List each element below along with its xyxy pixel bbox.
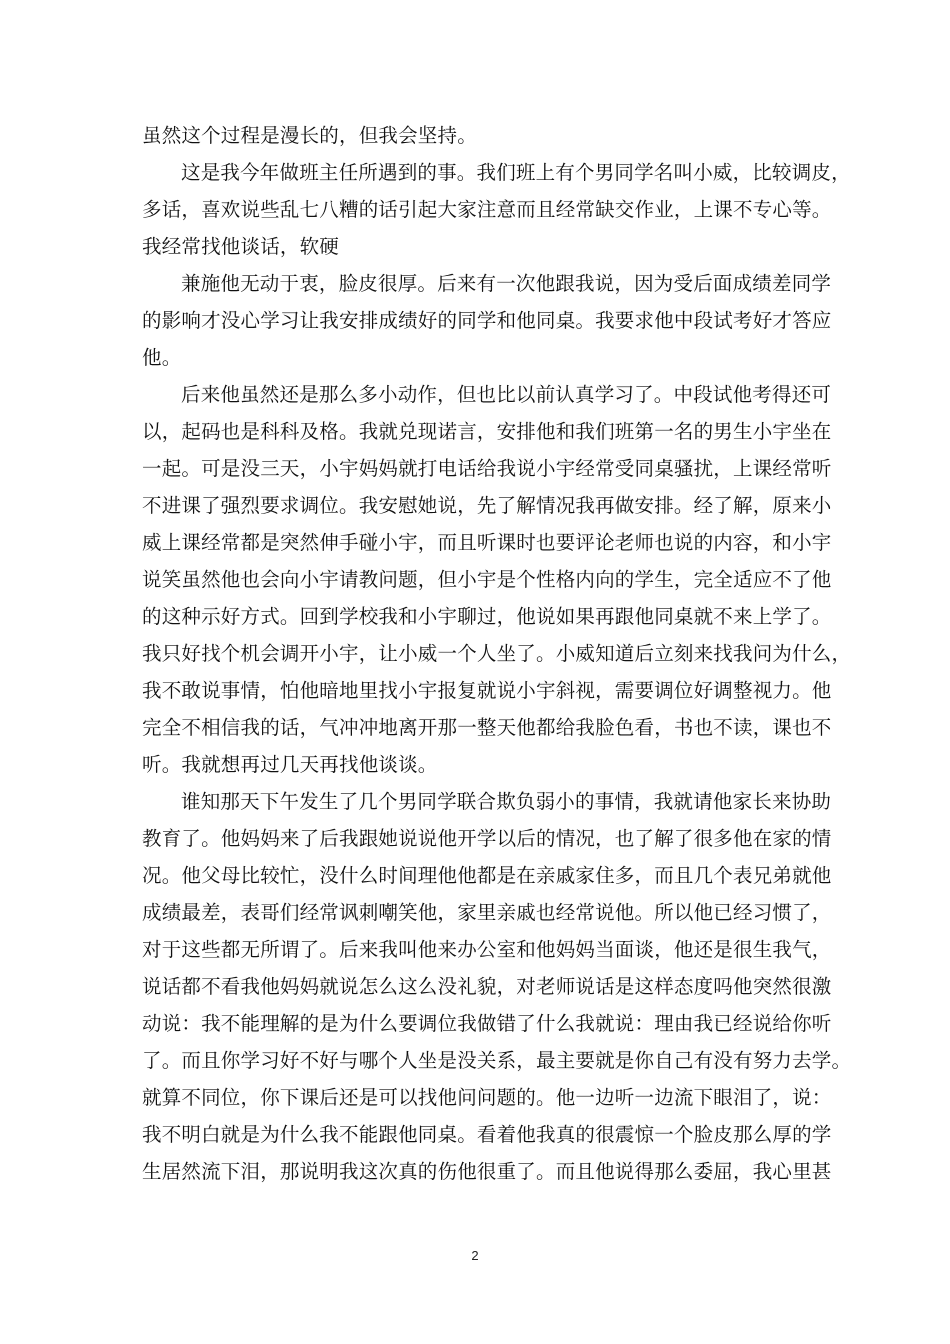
text-line: 以，起码也是科科及格。我就兑现诺言，安排他和我们班第一名的男生小宇坐在 [142, 420, 832, 443]
text-line: 威上课经常都是突然伸手碰小宇，而且听课时也要评论老师也说的内容，和小宇 [142, 531, 832, 554]
page-number: 2 [471, 1248, 479, 1263]
text-line: 的影响才没心学习让我安排成绩好的同学和他同桌。我要求他中段试考好才答应 [142, 309, 832, 332]
text-line: 生居然流下泪，那说明我这次真的伤他很重了。而且他说得那么委屈，我心里甚 [142, 1160, 832, 1183]
text-line: 说笑虽然他也会向小宇请教问题，但小宇是个性格内向的学生，完全适应不了他 [142, 568, 832, 591]
paragraph [142, 376, 852, 783]
text-line: 后来他虽然还是那么多小动作，但也比以前认真学习了。中段试他考得还可 [181, 383, 832, 406]
text-line: 就算不同位，你下课后还是可以找他问问题的。他一边听一边流下眼泪了，说： [142, 1086, 832, 1109]
text-line: 听。我就想再过几天再找他谈谈。 [142, 753, 438, 776]
paragraph [142, 783, 852, 1190]
document-body [142, 117, 852, 1190]
text-line: 成绩最差，表哥们经常讽刺嘲笑他，家里亲戚也经常说他。所以他已经习惯了， [142, 901, 832, 924]
text-line: 我只好找个机会调开小宇，让小威一个人坐了。小威知道后立刻来找我问为什么， [142, 642, 852, 665]
text-line: 完全不相信我的话，气冲冲地离开那一整天他都给我脸色看，书也不读，课也不 [142, 716, 832, 739]
text-line: 虽然这个过程是漫长的，但我会坚持。 [142, 124, 477, 147]
text-line: 谁知那天下午发生了几个男同学联合欺负弱小的事情，我就请他家长来协助 [181, 790, 832, 813]
paragraph [142, 117, 832, 154]
text-line: 教育了。他妈妈来了后我跟她说说他开学以后的情况，也了解了很多他在家的情 [142, 827, 832, 850]
text-line: 对于这些都无所谓了。后来我叫他来办公室和他妈妈当面谈，他还是很生我气， [142, 938, 832, 961]
text-line: 动说：我不能理解的是为什么要调位我做错了什么我就说：理由我已经说给你听 [142, 1012, 832, 1035]
paragraph [142, 265, 832, 376]
text-line: 我不明白就是为什么我不能跟他同桌。看着他我真的很震惊一个脸皮那么厚的学 [142, 1123, 832, 1146]
text-line: 况。他父母比较忙，没什么时间理他他都是在亲戚家住多，而且几个表兄弟就他 [142, 864, 832, 887]
text-line: 说话都不看我他妈妈就说怎么这么没礼貌，对老师说话是这样态度吗他突然很激 [142, 975, 832, 998]
text-line: 他。 [142, 346, 182, 369]
text-line: 了。而且你学习好不好与哪个人坐是没关系，最主要就是你自己有没有努力去学。 [142, 1049, 852, 1072]
paragraph [142, 154, 851, 265]
text-line: 这是我今年做班主任所遇到的事。我们班上有个男同学名叫小威，比较调皮， [181, 161, 851, 184]
text-line: 多话，喜欢说些乱七八糟的话引起大家注意而且经常缺交作业，上课不专心等。 [142, 198, 832, 221]
text-line: 我经常找他谈话，软硬 [142, 235, 340, 258]
text-line: 兼施他无动于衷，脸皮很厚。后来有一次他跟我说，因为受后面成绩差同学 [181, 272, 832, 295]
text-line: 我不敢说事情，怕他暗地里找小宇报复就说小宇斜视，需要调位好调整视力。他 [142, 679, 832, 702]
text-line: 不进课了强烈要求调位。我安慰她说，先了解情况我再做安排。经了解，原来小 [142, 494, 832, 517]
text-line: 的这种示好方式。回到学校我和小宇聊过，他说如果再跟他同桌就不来上学了。 [142, 605, 832, 628]
text-line: 一起。可是没三天，小宇妈妈就打电话给我说小宇经常受同桌骚扰，上课经常听 [142, 457, 832, 480]
